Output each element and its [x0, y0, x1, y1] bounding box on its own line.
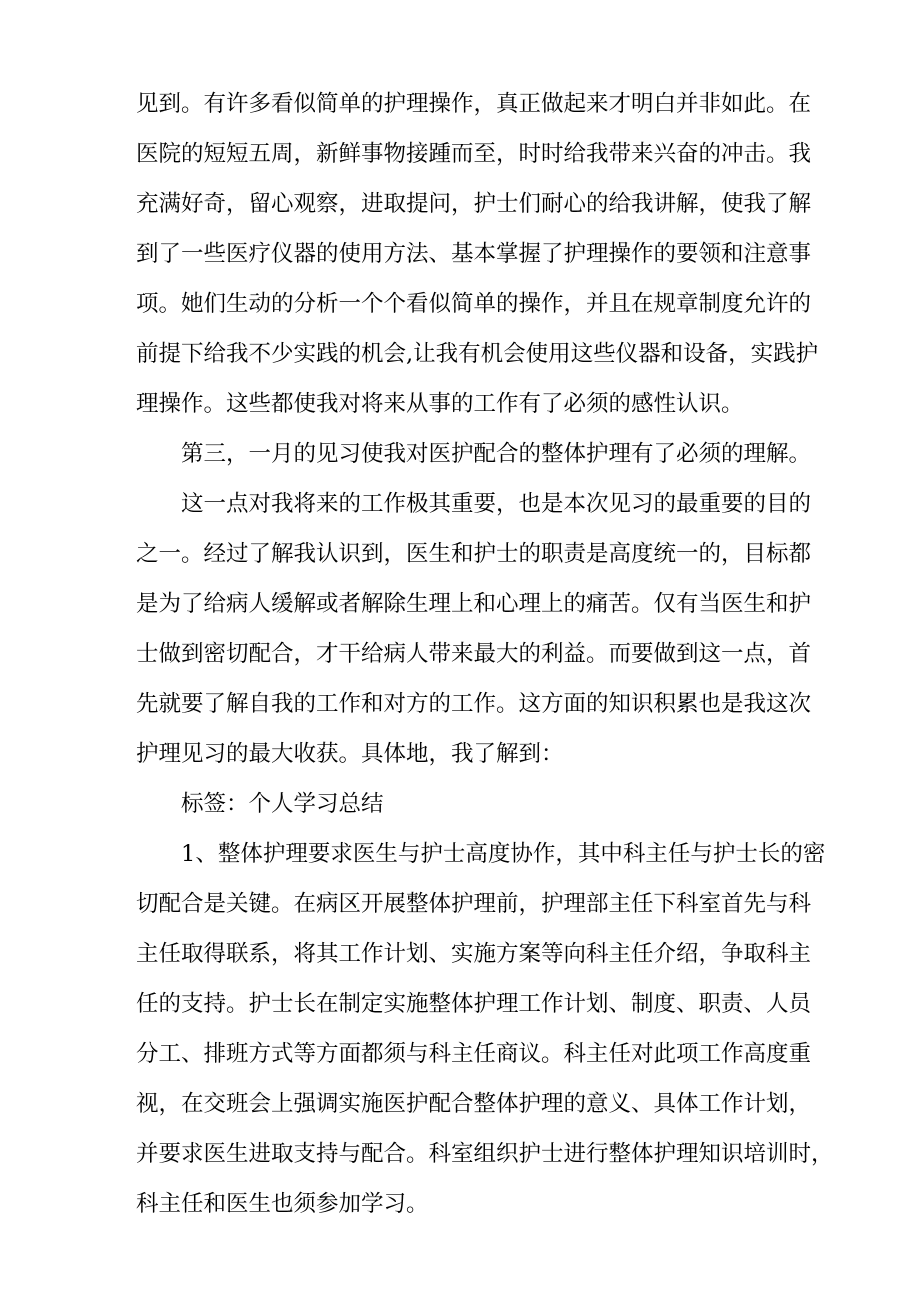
text-line: 主任取得联系，将其工作计划、实施方案等向科主任介绍，争取科主: [136, 941, 812, 967]
text-line: 护理见习的最大收获。具体地，我了解到：: [136, 741, 564, 767]
text-line: 前提下给我不少实践的机会,让我有机会使用这些仪器和设备，实践护: [136, 341, 819, 367]
text-line: 任的支持。护士长在制定实施整体护理工作计划、制度、职责、人员: [136, 991, 812, 1017]
text-line: 并要求医生进取支持与配合。科室组织护士进行整体护理知识培训时，: [136, 1141, 834, 1167]
text-line: 充满好奇，留心观察，进取提问，护士们耐心的给我讲解，使我了解: [136, 191, 812, 217]
paragraph-heading: 第三，一月的见习使我对医护配合的整体护理有了必须的理解。: [181, 441, 812, 467]
text-line: 到了一些医疗仪器的使用方法、基本掌握了护理操作的要领和注意事: [136, 241, 812, 267]
text-line: 项。她们生动的分析一个个看似简单的操作，并且在规章制度允许的: [136, 291, 812, 317]
text-line: 分工、排班方式等方面都须与科主任商议。科主任对此项工作高度重: [136, 1041, 812, 1067]
text-line: 是为了给病人缓解或者解除生理上和心理上的痛苦。仅有当医生和护: [136, 591, 812, 617]
text-line: 科主任和医生也须参加学习。: [136, 1191, 429, 1217]
text-line: 先就要了解自我的工作和对方的工作。这方面的知识积累也是我这次: [136, 691, 812, 717]
text-line: 切配合是关键。在病区开展整体护理前，护理部主任下科室首先与科: [136, 891, 812, 917]
text-line: 这一点对我将来的工作极其重要，也是本次见习的最重要的目的: [181, 491, 812, 517]
text-line: 1、整体护理要求医生与护士高度协作，其中科主任与护士长的密: [181, 841, 826, 867]
text-line: 之一。经过了解我认识到，医生和护士的职责是高度统一的，目标都: [136, 541, 812, 567]
tag-line: 标签：个人学习总结: [181, 791, 384, 817]
text-line: 视，在交班会上强调实施医护配合整体护理的意义、具体工作计划，: [136, 1091, 812, 1117]
text-line: 士做到密切配合，才干给病人带来最大的利益。而要做到这一点，首: [136, 641, 812, 667]
text-line: 见到。有许多看似简单的护理操作，真正做起来才明白并非如此。在: [136, 91, 812, 117]
text-line: 医院的短短五周，新鲜事物接踵而至，时时给我带来兴奋的冲击。我: [136, 141, 812, 167]
text-line: 理操作。这些都使我对将来从事的工作有了必须的感性认识。: [136, 391, 744, 417]
